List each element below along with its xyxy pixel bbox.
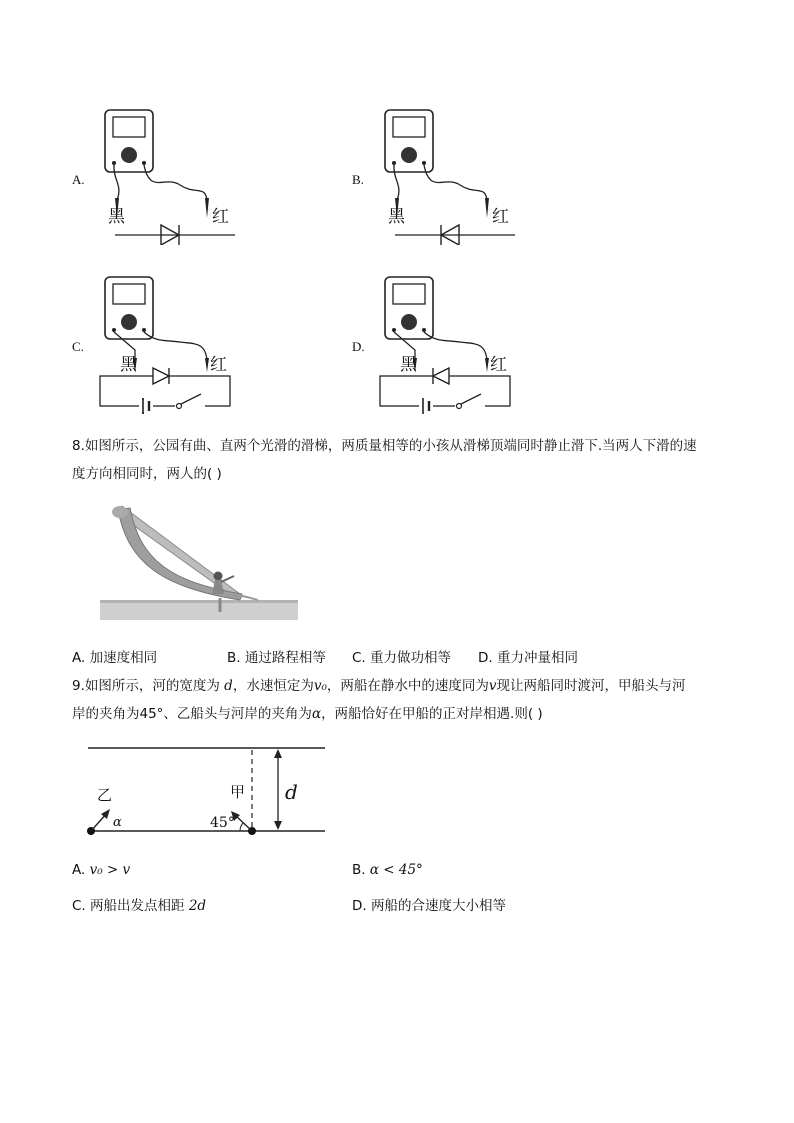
q9-choice-a[interactable]: A. v₀ > v [72, 862, 131, 878]
q8-stem-line2: 度方向相同时，两人的( ) [72, 466, 222, 482]
q8-choice-b[interactable]: B. 通过路程相等 [227, 650, 326, 666]
river-width-d-label: d [285, 780, 298, 804]
q8-stem-line1: 8.如图所示，公园有曲、直两个光滑的滑梯，两质量相等的小孩从滑梯顶端同时静止滑下.当两人下滑的速 [72, 438, 697, 454]
slides-figure [100, 502, 300, 624]
q8-choice-c[interactable]: C. 重力做功相等 [352, 650, 452, 666]
red-probe-label: 红 [212, 207, 229, 227]
q9-choice-d[interactable]: D. 两船的合速度大小相等 [352, 898, 506, 914]
q9-choice-b[interactable]: B. α < 45° [352, 862, 423, 878]
q9-stem-line2: 岸的夹角为45°、乙船头与河岸的夹角为α，两船恰好在甲船的正对岸相遇.则( ) [72, 706, 543, 722]
option-d-letter: D. [352, 339, 365, 354]
red-probe-label: 红 [490, 355, 507, 375]
q8-stem [72, 432, 732, 488]
option-c-letter: C. [72, 339, 84, 354]
red-probe-label: 红 [210, 355, 227, 375]
option-b-letter: B. [352, 172, 364, 187]
q8-choice-a[interactable]: A. 加速度相同 [72, 650, 158, 666]
black-probe-label: 黑 [388, 207, 405, 227]
multimeter-diode-circuit-figure-d [375, 272, 525, 414]
q9-stem-line1: 9.如图所示，河的宽度为 d，水速恒定为v₀，两船在静水中的速度同为v现让两船同时渡河，甲船头与河 [72, 678, 686, 694]
boat-yi-label: 乙 [97, 786, 113, 804]
q8-choice-d[interactable]: D. 重力冲量相同 [478, 650, 578, 666]
option-a-letter: A. [72, 172, 85, 187]
angle-alpha-label: α [113, 815, 122, 830]
boat-jia-label: 甲 [230, 783, 246, 801]
black-probe-label: 黑 [400, 355, 417, 375]
q9-stem [72, 672, 742, 728]
black-probe-label: 黑 [120, 355, 137, 375]
red-probe-label: 红 [492, 207, 509, 227]
q9-choice-c[interactable]: C. 两船出发点相距 2d [72, 898, 207, 914]
angle-45-label: 45° [210, 815, 235, 831]
black-probe-label: 黑 [108, 207, 125, 227]
multimeter-diode-circuit-figure-c [95, 272, 245, 414]
